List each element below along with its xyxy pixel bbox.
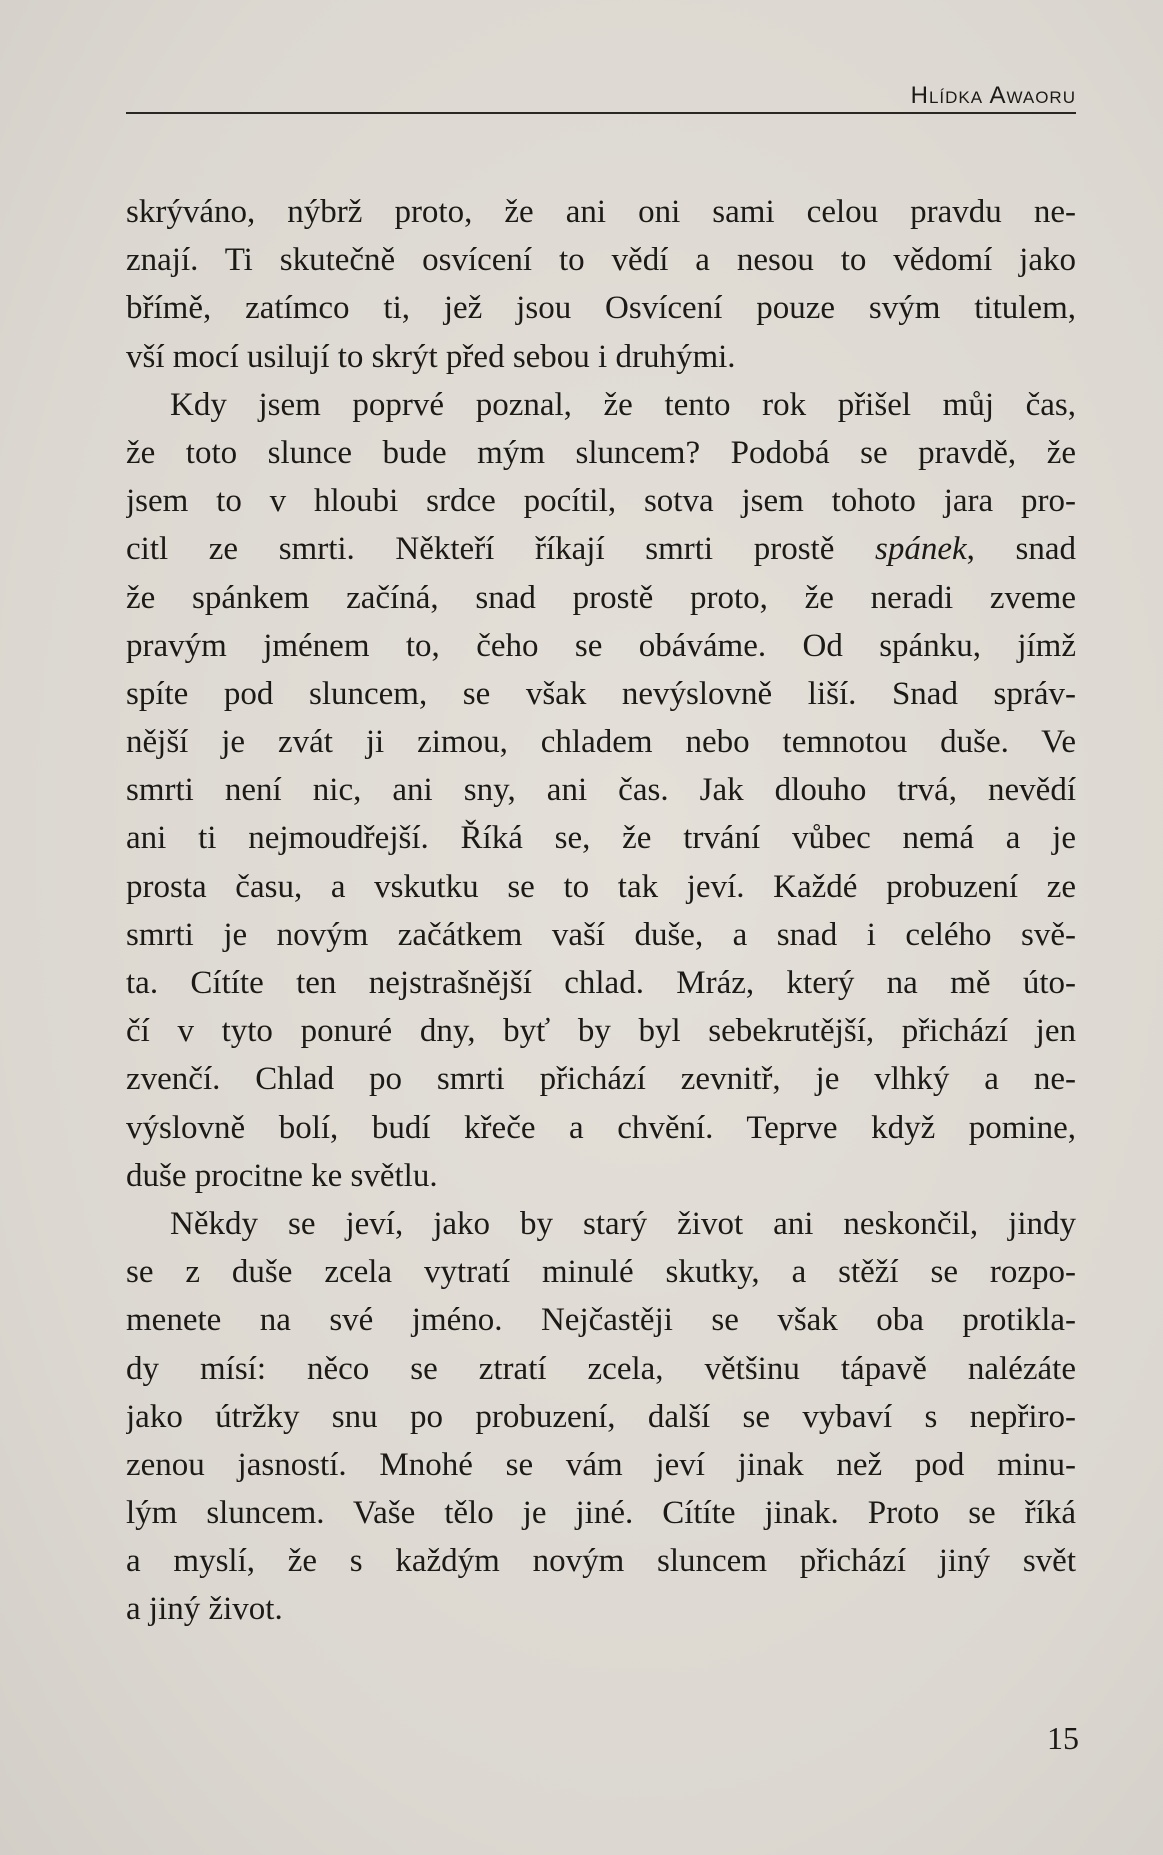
text-line: vší mocí usilují to skrýt před sebou i druhými. (126, 338, 736, 375)
text-line: jsem to v hloubi srdce pocítil, sotva jsem tohoto jara pro- (126, 483, 1076, 520)
text-line: zvenčí. Chlad po smrti přichází zevnitř, je vlhký a ne- (126, 1061, 1076, 1098)
text-line: nější je zvát ji zimou, chladem nebo temnotou duše. Ve (126, 724, 1076, 761)
text-line: menete na své jméno. Nejčastěji se však oba protikla- (126, 1302, 1076, 1339)
text-line: duše procitne ke světlu. (126, 1157, 438, 1194)
text-line: znají. Ti skutečně osvícení to vědí a nesou to vědomí jako (126, 242, 1076, 279)
text-line: Kdy jsem poprvé poznal, že tento rok přišel můj čas, (170, 386, 1076, 423)
text-line: výslovně bolí, budí křeče a chvění. Teprve když pomine, (126, 1109, 1076, 1146)
text-line: lým sluncem. Vaše tělo je jiné. Cítíte jinak. Proto se říká (126, 1495, 1076, 1532)
text-line: prosta času, a vskutku se to tak jeví. Každé probuzení ze (126, 868, 1076, 905)
text-line: že toto slunce bude mým sluncem? Podobá se pravdě, že (126, 434, 1076, 471)
running-head-title: Hlídka Awaoru (910, 82, 1076, 109)
text-line: čí v tyto ponuré dny, byť by byl sebekrutější, přichází jen (126, 1013, 1076, 1050)
text-line: skrýváno, nýbrž proto, že ani oni sami celou pravdu ne- (126, 194, 1076, 230)
italic-word: spánek (874, 531, 967, 568)
text-line: zenou jasností. Mnohé se vám jeví jinak než pod minu- (126, 1446, 1076, 1483)
text-line-with-italic (126, 525, 1076, 573)
text-line: jako útržky snu po probuzení, další se vybaví s nepřiro- (126, 1398, 1076, 1435)
text-line: se z duše zcela vytratí minulé skutky, a stěží se rozpo- (126, 1254, 1076, 1291)
text-line: břímě, zatímco ti, jež jsou Osvícení pouze svým titulem, (126, 290, 1076, 327)
text-line: Někdy se jeví, jako by starý život ani neskončil, jindy (170, 1205, 1076, 1242)
text-line: ta. Cítíte ten nejstrašnější chlad. Mráz, který na mě úto- (126, 965, 1076, 1001)
text-line: dy mísí: něco se ztratí zcela, většinu tápavě nalézáte (126, 1350, 1076, 1387)
paragraph-3 (126, 1200, 1076, 1634)
text-line: a myslí, že s každým novým sluncem přichází jiný svět (126, 1543, 1076, 1580)
text-line: že spánkem začíná, snad prostě proto, že neradi zveme (126, 579, 1076, 616)
text-line: ani ti nejmoudřejší. Říká se, že trvání vůbec nemá a je (126, 820, 1076, 857)
header-rule (126, 112, 1076, 114)
text-line: smrti je novým začátkem vaší duše, a snad i celého svě- (126, 916, 1076, 953)
paragraph-2 (126, 381, 1076, 1200)
text-line: spíte pod sluncem, se však nevýslovně liší. Snad správ- (126, 675, 1076, 712)
line-suffix: , snad (966, 531, 1076, 568)
line-text: citl ze smrti. Někteří říkají smrti prostě (126, 531, 875, 568)
text-line: smrti není nic, ani sny, ani čas. Jak dlouho trvá, nevědí (126, 772, 1076, 809)
text-line: pravým jménem to, čeho se obáváme. Od spánku, jímž (126, 627, 1076, 664)
paragraph-1 (126, 188, 1076, 381)
page-number: 15 (1047, 1720, 1079, 1756)
running-header (126, 84, 1076, 114)
body-text (126, 188, 1076, 1634)
text-line: a jiný život. (126, 1591, 283, 1628)
